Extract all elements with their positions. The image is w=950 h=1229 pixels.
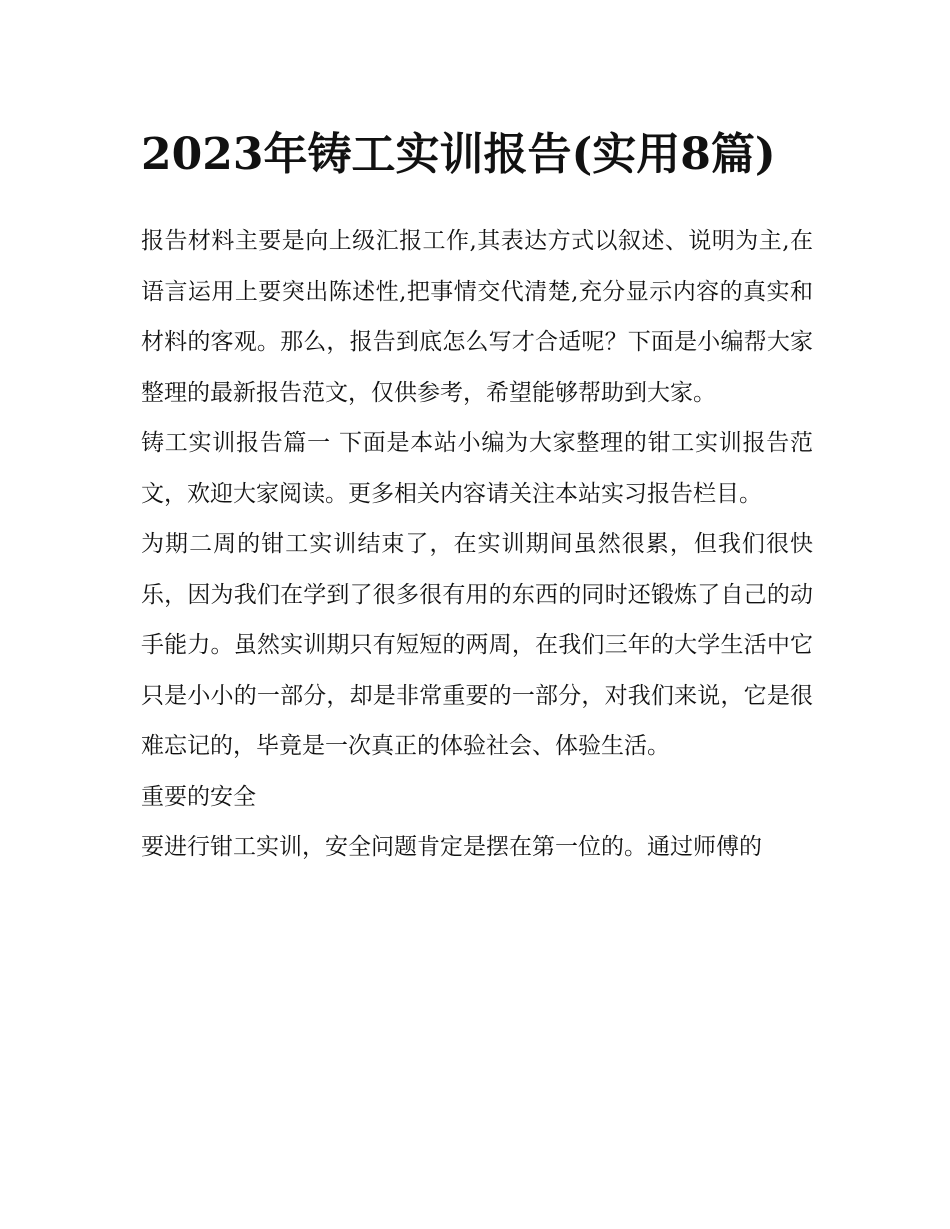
document-page [141,116,813,873]
section-one-intro-paragraph: 铸工实训报告篇一 下面是本站小编为大家整理的钳工实训报告范文，欢迎大家阅读。更多相关内容请关注本站实习报告栏目。 [141,430,813,507]
training-summary-paragraph: 为期二周的钳工实训结束了，在实训期间虽然很累，但我们很快乐，因为我们在学到了很多很有用的东西的同时还锻炼了自己的动手能力。虽然实训期只有短短的两周，在我们三年的大学生活中它只是小小的一部分，却是非常重要的一部分，对我们来说，它是很难忘记的，毕竟是一次真正的体验社会、体验生活。 [141,531,813,759]
document-title: 2023年铸工实训报告(实用8篇) [141,129,776,180]
safety-paragraph: 要进行钳工实训，安全问题肯定是摆在第一位的。通过师傅的 [141,834,762,860]
safety-heading: 重要的安全 [141,783,256,810]
intro-paragraph: 报告材料主要是向上级汇报工作,其表达方式以叙述、说明为主,在语言运用上要突出陈述性,把事情交代清楚,充分显示内容的真实和材料的客观。那么，报告到底怎么写才合适呢？下面是小编帮大家整理的最新报告范文，仅供参考，希望能够帮助到大家。 [141,228,813,406]
